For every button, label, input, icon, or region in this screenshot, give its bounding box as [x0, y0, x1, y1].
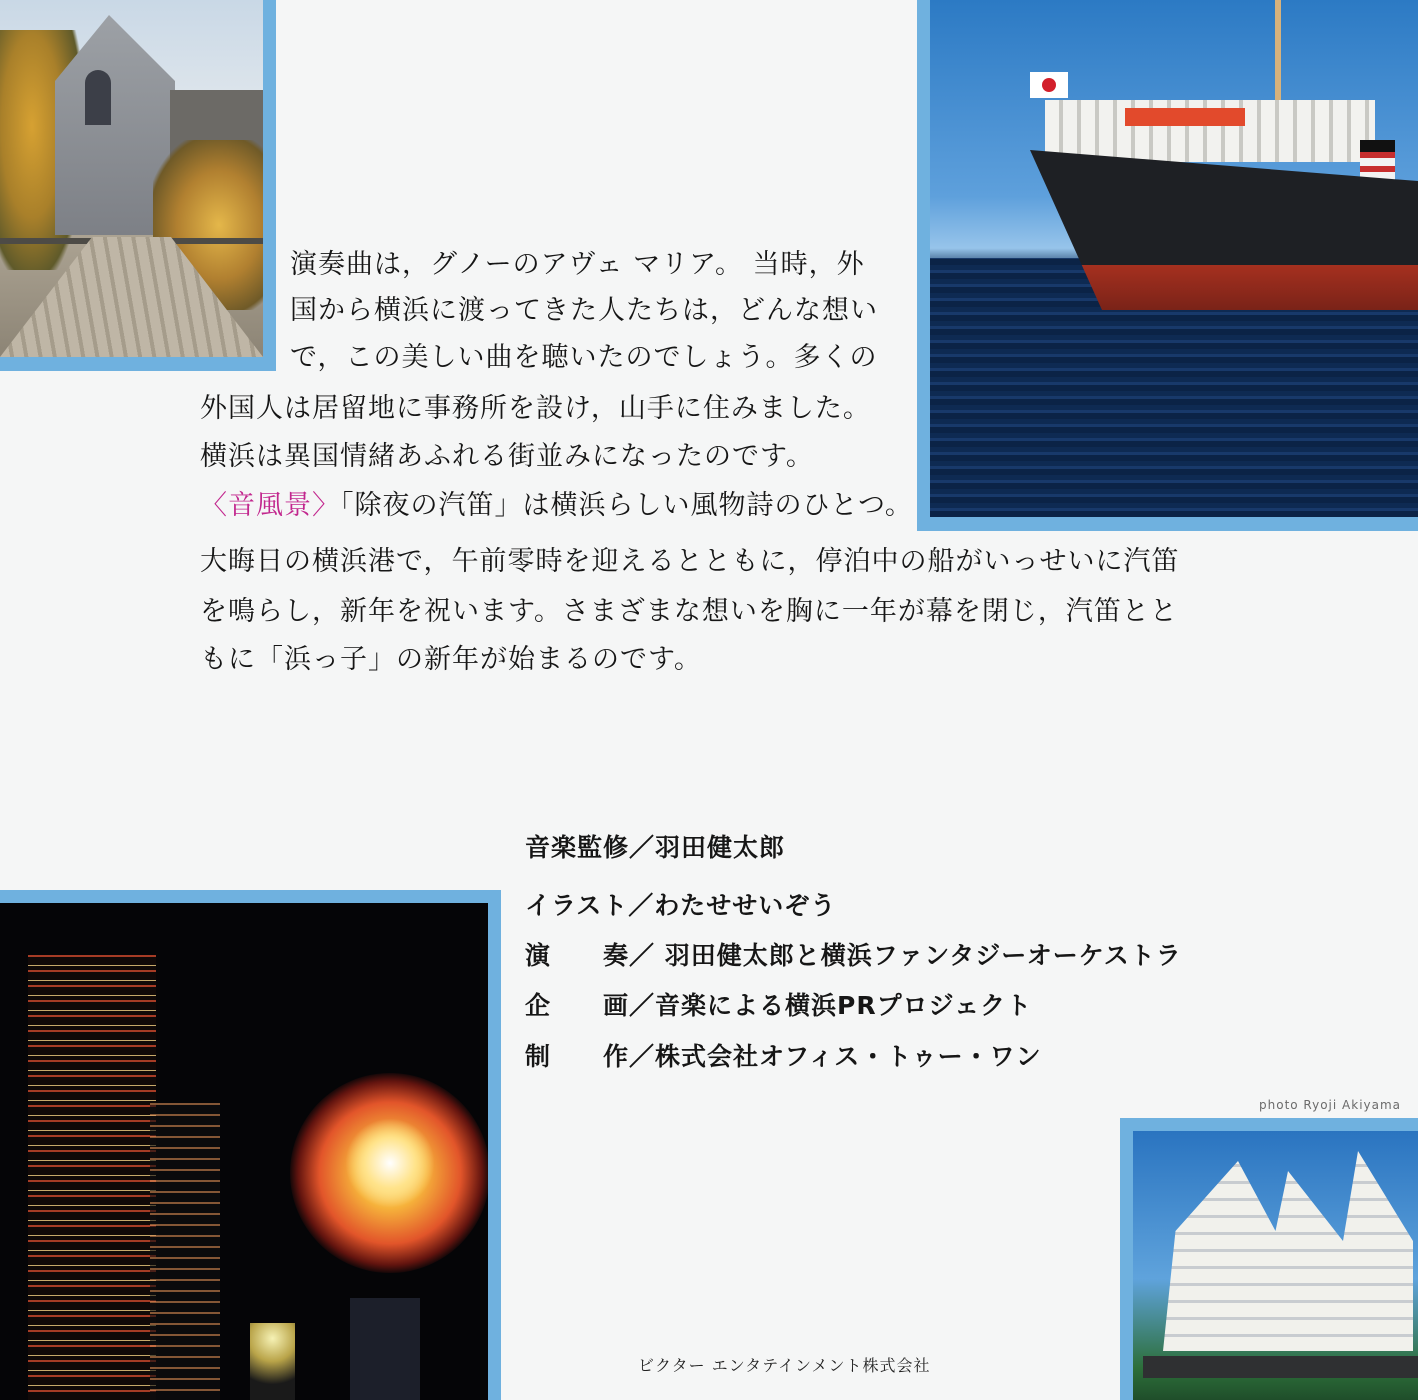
- paragraph-line-8: を鳴らし，新年を祝います。さまざまな想いを胸に一年が幕を閉じ，汽笛とと: [200, 596, 1178, 627]
- photo-credit: photo Ryoji Akiyama: [1259, 1098, 1402, 1112]
- street-light: [250, 1323, 295, 1400]
- credit-value: ／羽田健太郎: [629, 833, 786, 862]
- paragraph-line-6-text: 「除夜の汽笛」は横浜らしい風物詩のひとつ。: [340, 490, 913, 521]
- credit-illustration: [525, 893, 836, 918]
- credit-label: 企 画: [525, 991, 630, 1020]
- paragraph-line-6: [200, 492, 913, 519]
- paragraph-line-9: もに「浜っ子」の新年が始まるのです。: [200, 644, 702, 675]
- ship-funnel: [1360, 140, 1395, 180]
- paragraph-line-5: 横浜は異国情緒あふれる街並みになったのです。: [200, 441, 814, 472]
- ship-sails: [1163, 1151, 1413, 1351]
- credit-music-supervision: [525, 835, 785, 860]
- credit-value: ／音楽による横浜PRプロジェクト: [629, 991, 1033, 1020]
- fireworks-core: [345, 1118, 435, 1208]
- credit-label: 制 作: [525, 1042, 630, 1071]
- photo-walkway-building: [0, 0, 263, 357]
- credit-performance: [525, 943, 1182, 968]
- publisher-name: ビクター エンタテインメント株式会社: [638, 1356, 931, 1375]
- credit-label: イラスト: [525, 891, 629, 920]
- paragraph-line-4: 外国人は居留地に事務所を設け，山手に住みました。: [200, 393, 871, 424]
- credit-production: [525, 1044, 1042, 1069]
- credit-value: ／わたせせいぞう: [628, 891, 837, 920]
- japan-flag: [1030, 72, 1068, 98]
- paragraph-line-1: 演奏曲は，グノーのアヴェ マリア。 当時，外: [290, 249, 865, 280]
- sound-scenery-tag: 〈音風景〉: [200, 490, 340, 521]
- arched-window: [85, 70, 111, 125]
- sailing-ship-hull: [1143, 1356, 1418, 1378]
- night-building: [150, 1103, 220, 1400]
- paragraph-line-3: で，この美しい曲を聴いたのでしょう。多くの: [290, 342, 878, 373]
- paragraph-line-2: 国から横浜に渡ってきた人たちは，どんな想い: [290, 295, 878, 326]
- ship-banner: [1125, 108, 1245, 126]
- dark-building: [350, 1298, 420, 1400]
- paragraph-line-7: 大晦日の横浜港で，午前零時を迎えるとともに，停泊中の船がいっせいに汽笛: [200, 546, 1180, 577]
- credit-value: ／ 羽田健太郎と横浜ファンタジーオーケストラ: [629, 941, 1182, 970]
- photo-hikawa-maru: [930, 0, 1418, 517]
- credit-value: ／株式会社オフィス・トゥー・ワン: [629, 1042, 1042, 1071]
- photo-sailing-ship: [1133, 1131, 1418, 1400]
- landmark-tower: [28, 955, 156, 1400]
- credit-label: 演 奏: [525, 941, 630, 970]
- photo-night-fireworks: [0, 903, 488, 1400]
- credit-planning: [525, 993, 1032, 1018]
- credit-label: 音楽監修: [525, 833, 630, 862]
